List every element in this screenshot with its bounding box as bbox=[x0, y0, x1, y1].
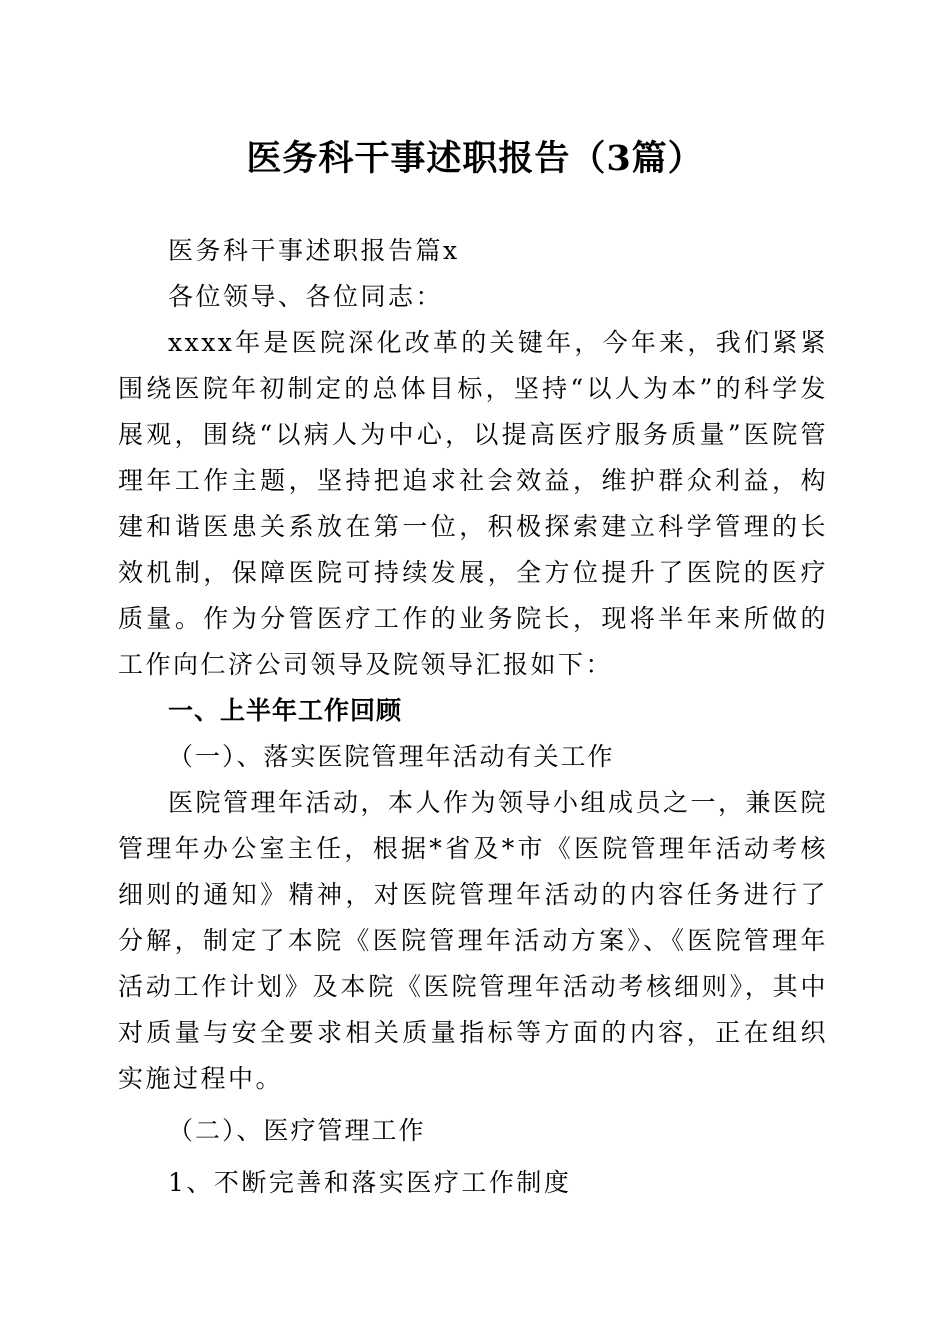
subsection-heading-2: （二）、医疗管理工作 bbox=[168, 1116, 426, 1145]
document-body bbox=[118, 228, 828, 1206]
list-item: 1、不断完善和落实医疗工作制度 bbox=[168, 1168, 572, 1197]
subsection-heading: （一）、落实医院管理年活动有关工作 bbox=[168, 742, 615, 771]
section-heading: 一、上半年工作回顾 bbox=[168, 696, 403, 725]
subsection-paragraph: 医院管理年活动，本人作为领导小组成员之一，兼医院管理年办公室主任，根据*省及*市《医院管理年活动考核细则的通知》精神，对医院管理年活动的内容任务进行了分解，制定了本院《医院管理年活动方案》、《医院管理年活动工作计划》及本院《医院管理年活动考核细则》，其中对质量与安全要求相关质量指标等方面的内容，正在组织实施过程中。 bbox=[118, 788, 829, 1093]
intro-paragraph: xxxx年是医院深化改革的关键年，今年来，我们紧紧围绕医院年初制定的总体目标，坚持“以人为本”的科学发展观，围绕“以病人为中心，以提高医疗服务质量”医院管理年工作主题，坚持把追求社会效益，维护群众利益，构建和谐医患关系放在第一位，积极探索建立科学管理的长效机制，保障医院可持续发展，全方位提升了医院的医疗质量。作为分管医疗工作的业务院长，现将半年来所做的工作向仁济公司领导及院领导汇报如下： bbox=[118, 328, 828, 679]
document-title: 医务科干事述职报告（3篇） bbox=[246, 138, 704, 179]
salutation: 各位领导、各位同志： bbox=[168, 282, 444, 311]
document-subtitle: 医务科干事述职报告篇x bbox=[168, 236, 460, 265]
